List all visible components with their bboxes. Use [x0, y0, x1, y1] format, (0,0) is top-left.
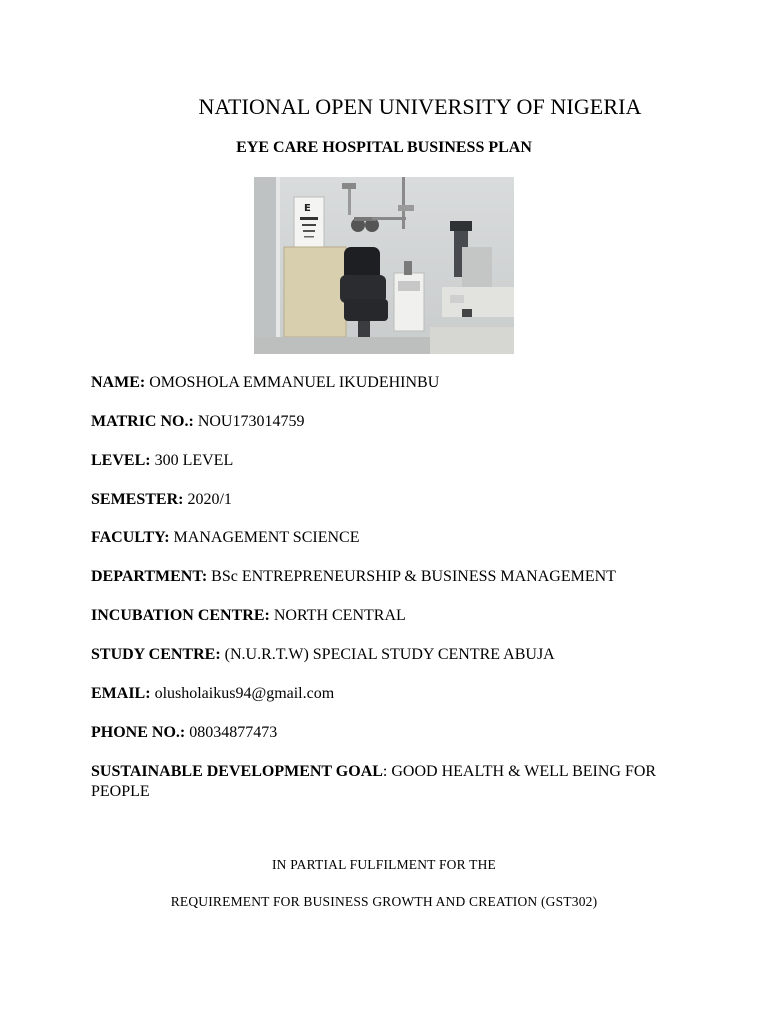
field-label: LEVEL:	[91, 452, 151, 469]
field-label: STUDY CENTRE:	[91, 646, 221, 663]
field-value: : GOOD HEALTH & WELL BEING FOR PEOPLE	[91, 763, 657, 800]
footer-line-1: IN PARTIAL FULFILMENT FOR THE	[271, 857, 496, 872]
field-sdg	[91, 762, 701, 802]
eye-clinic-illustration	[254, 177, 514, 354]
footer-line-2: REQUIREMENT FOR BUSINESS GROWTH AND CREATION (GST302)	[170, 894, 598, 909]
field-level	[91, 451, 701, 471]
field-department	[91, 567, 701, 587]
field-email	[91, 684, 701, 704]
field-incubation-centre	[91, 606, 701, 626]
field-phone-no	[91, 723, 701, 743]
field-label: MATRIC NO.:	[91, 413, 194, 430]
field-value: NORTH CENTRAL	[273, 607, 406, 624]
field-label: EMAIL:	[91, 685, 151, 702]
field-value: 08034877473	[189, 724, 278, 741]
field-label: FACULTY:	[91, 529, 170, 546]
field-value: 2020/1	[187, 491, 232, 508]
field-label: PHONE NO.:	[91, 724, 186, 741]
field-label: SEMESTER:	[91, 491, 184, 508]
field-study-centre	[91, 645, 701, 665]
field-label: NAME:	[91, 374, 146, 391]
university-title: NATIONAL OPEN UNIVERSITY OF NIGERIA	[198, 94, 642, 119]
field-value: olusholaikus94@gmail.com	[154, 685, 335, 702]
plan-title: EYE CARE HOSPITAL BUSINESS PLAN	[236, 139, 532, 156]
field-label: INCUBATION CENTRE:	[91, 607, 270, 624]
field-faculty	[91, 528, 701, 548]
field-semester	[91, 490, 701, 510]
field-value: BSc ENTREPRENEURSHIP & BUSINESS MANAGEMENT	[211, 568, 616, 585]
field-label: DEPARTMENT:	[91, 568, 208, 585]
field-value: MANAGEMENT SCIENCE	[173, 529, 360, 546]
field-matric-no	[91, 412, 701, 432]
field-name	[91, 373, 701, 393]
eye-clinic-photo	[254, 177, 514, 354]
field-value: NOU173014759	[197, 413, 305, 430]
field-label: SUSTAINABLE DEVELOPMENT GOAL	[91, 763, 383, 780]
field-value: OMOSHOLA EMMANUEL IKUDEHINBU	[149, 374, 440, 391]
field-value: (N.U.R.T.W) SPECIAL STUDY CENTRE ABUJA	[224, 646, 555, 663]
field-value: 300 LEVEL	[154, 452, 234, 469]
svg-text:E: E	[304, 203, 311, 214]
